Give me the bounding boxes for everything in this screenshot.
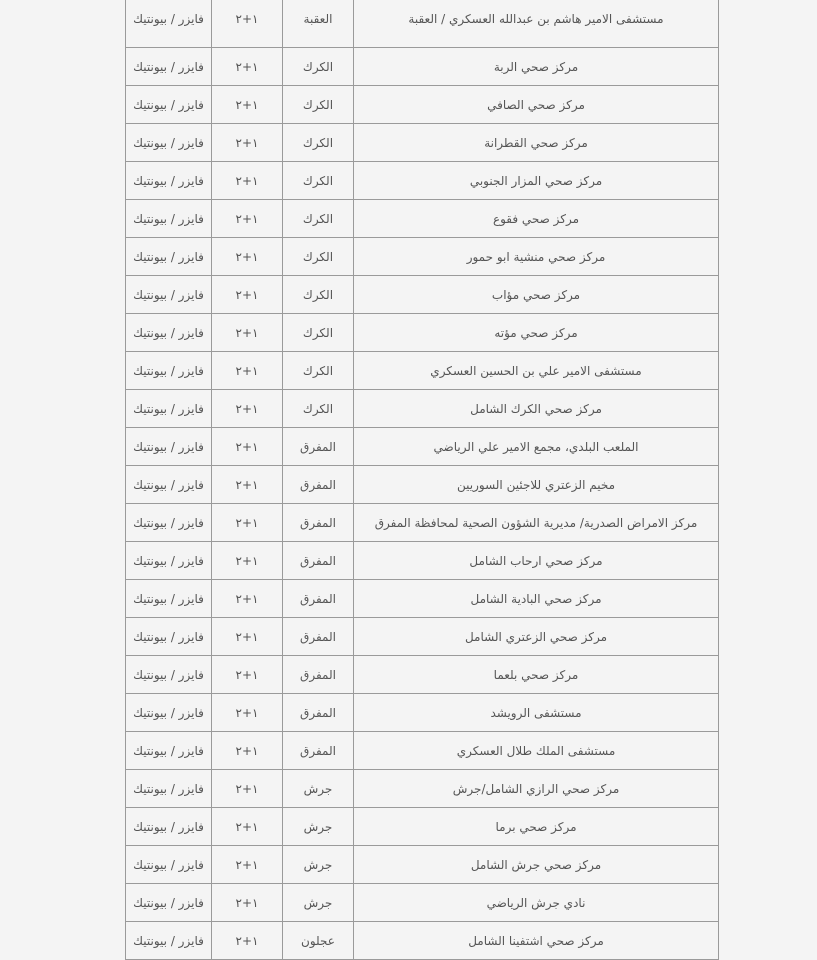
doses-cell: ١+٢ xyxy=(212,618,283,656)
doses-cell: ١+٢ xyxy=(212,352,283,390)
table-row xyxy=(126,200,719,238)
table-row xyxy=(126,466,719,504)
governorate-cell: جرش xyxy=(283,770,354,808)
site-name-cell: الملعب البلدي، مجمع الامير علي الرياضي xyxy=(354,428,719,466)
site-name-cell: مركز صحي مؤته xyxy=(354,314,719,352)
site-name-cell: مركز صحي القطرانة xyxy=(354,124,719,162)
table-row xyxy=(126,162,719,200)
doses-cell: ١+٢ xyxy=(212,238,283,276)
site-name-cell: مركز صحي اشتفينا الشامل xyxy=(354,922,719,960)
governorate-cell: المفرق xyxy=(283,656,354,694)
doses-cell: ١+٢ xyxy=(212,390,283,428)
governorate-cell: جرش xyxy=(283,884,354,922)
doses-cell: ١+٢ xyxy=(212,162,283,200)
governorate-cell: الكرك xyxy=(283,352,354,390)
table-row xyxy=(126,884,719,922)
site-name-cell: مركز صحي بلعما xyxy=(354,656,719,694)
table-row xyxy=(126,542,719,580)
doses-cell: ١+٢ xyxy=(212,656,283,694)
table-body xyxy=(126,0,719,960)
site-name-cell: مركز صحي منشية ابو حمور xyxy=(354,238,719,276)
table-row xyxy=(126,770,719,808)
vaccine-type-cell: فايزر / بيونتيك xyxy=(126,542,212,580)
site-name-cell: مركز صحي الرازي الشامل/جرش xyxy=(354,770,719,808)
governorate-cell: المفرق xyxy=(283,732,354,770)
governorate-cell: الكرك xyxy=(283,86,354,124)
governorate-cell: جرش xyxy=(283,808,354,846)
site-name-cell: مستشفى الامير هاشم بن عبدالله العسكري / العقبة xyxy=(354,0,719,48)
doses-cell: ١+٢ xyxy=(212,808,283,846)
governorate-cell: المفرق xyxy=(283,466,354,504)
governorate-cell: المفرق xyxy=(283,618,354,656)
governorate-cell: المفرق xyxy=(283,428,354,466)
doses-cell: ١+٢ xyxy=(212,580,283,618)
table-row xyxy=(126,922,719,960)
table-row xyxy=(126,86,719,124)
vaccine-type-cell: فايزر / بيونتيك xyxy=(126,466,212,504)
vaccine-type-cell: فايزر / بيونتيك xyxy=(126,922,212,960)
governorate-cell: الكرك xyxy=(283,124,354,162)
vaccine-type-cell: فايزر / بيونتيك xyxy=(126,0,212,48)
site-name-cell: مركز الامراض الصدرية/ مديرية الشؤون الصحية لمحافظة المفرق xyxy=(354,504,719,542)
site-name-cell: مركز صحي الكرك الشامل xyxy=(354,390,719,428)
vaccine-type-cell: فايزر / بيونتيك xyxy=(126,162,212,200)
table-row xyxy=(126,808,719,846)
governorate-cell: جرش xyxy=(283,846,354,884)
site-name-cell: مركز صحي برما xyxy=(354,808,719,846)
site-name-cell: مركز صحي المزار الجنوبي xyxy=(354,162,719,200)
doses-cell: ١+٢ xyxy=(212,428,283,466)
table-row xyxy=(126,694,719,732)
doses-cell: ١+٢ xyxy=(212,86,283,124)
governorate-cell: المفرق xyxy=(283,542,354,580)
vaccine-type-cell: فايزر / بيونتيك xyxy=(126,504,212,542)
vaccine-type-cell: فايزر / بيونتيك xyxy=(126,48,212,86)
doses-cell: ١+٢ xyxy=(212,884,283,922)
table-row xyxy=(126,352,719,390)
table-row xyxy=(126,390,719,428)
vaccine-type-cell: فايزر / بيونتيك xyxy=(126,580,212,618)
governorate-cell: الكرك xyxy=(283,200,354,238)
table-row xyxy=(126,618,719,656)
vaccine-type-cell: فايزر / بيونتيك xyxy=(126,694,212,732)
table-row xyxy=(126,846,719,884)
doses-cell: ١+٢ xyxy=(212,770,283,808)
site-name-cell: مركز صحي الصافي xyxy=(354,86,719,124)
site-name-cell: مركز صحي البادية الشامل xyxy=(354,580,719,618)
site-name-cell: مركز صحي الربة xyxy=(354,48,719,86)
doses-cell: ١+٢ xyxy=(212,276,283,314)
vaccine-type-cell: فايزر / بيونتيك xyxy=(126,390,212,428)
vaccination-sites-table xyxy=(125,0,719,960)
doses-cell: ١+٢ xyxy=(212,922,283,960)
site-name-cell: مستشفى الرويشد xyxy=(354,694,719,732)
site-name-cell: مخيم الزعتري للاجئين السوريين xyxy=(354,466,719,504)
table-row xyxy=(126,732,719,770)
doses-cell: ١+٢ xyxy=(212,314,283,352)
doses-cell: ١+٢ xyxy=(212,124,283,162)
doses-cell: ١+٢ xyxy=(212,694,283,732)
governorate-cell: الكرك xyxy=(283,48,354,86)
table-row xyxy=(126,580,719,618)
doses-cell: ١+٢ xyxy=(212,48,283,86)
vaccine-type-cell: فايزر / بيونتيك xyxy=(126,428,212,466)
vaccine-type-cell: فايزر / بيونتيك xyxy=(126,314,212,352)
doses-cell: ١+٢ xyxy=(212,504,283,542)
vaccine-type-cell: فايزر / بيونتيك xyxy=(126,884,212,922)
table-row xyxy=(126,314,719,352)
site-name-cell: مركز صحي ارحاب الشامل xyxy=(354,542,719,580)
doses-cell: ١+٢ xyxy=(212,200,283,238)
site-name-cell: مركز صحي الزعتري الشامل xyxy=(354,618,719,656)
vaccine-type-cell: فايزر / بيونتيك xyxy=(126,276,212,314)
vaccine-type-cell: فايزر / بيونتيك xyxy=(126,846,212,884)
table-row xyxy=(126,0,719,48)
table-row xyxy=(126,656,719,694)
table-row xyxy=(126,124,719,162)
vaccine-type-cell: فايزر / بيونتيك xyxy=(126,808,212,846)
vaccine-type-cell: فايزر / بيونتيك xyxy=(126,656,212,694)
vaccine-type-cell: فايزر / بيونتيك xyxy=(126,238,212,276)
site-name-cell: نادي جرش الرياضي xyxy=(354,884,719,922)
doses-cell: ١+٢ xyxy=(212,542,283,580)
vaccine-type-cell: فايزر / بيونتيك xyxy=(126,352,212,390)
doses-cell: ١+٢ xyxy=(212,732,283,770)
site-name-cell: مركز صحي مؤاب xyxy=(354,276,719,314)
vaccine-type-cell: فايزر / بيونتيك xyxy=(126,200,212,238)
governorate-cell: العقبة xyxy=(283,0,354,48)
vaccine-type-cell: فايزر / بيونتيك xyxy=(126,732,212,770)
governorate-cell: عجلون xyxy=(283,922,354,960)
doses-cell: ١+٢ xyxy=(212,0,283,48)
table-row xyxy=(126,238,719,276)
site-name-cell: مركز صحي جرش الشامل xyxy=(354,846,719,884)
governorate-cell: الكرك xyxy=(283,390,354,428)
table-row xyxy=(126,48,719,86)
governorate-cell: الكرك xyxy=(283,314,354,352)
governorate-cell: المفرق xyxy=(283,580,354,618)
governorate-cell: المفرق xyxy=(283,504,354,542)
site-name-cell: مركز صحي فقوع xyxy=(354,200,719,238)
governorate-cell: الكرك xyxy=(283,276,354,314)
table-row xyxy=(126,504,719,542)
doses-cell: ١+٢ xyxy=(212,846,283,884)
table-row xyxy=(126,276,719,314)
vaccine-type-cell: فايزر / بيونتيك xyxy=(126,86,212,124)
doses-cell: ١+٢ xyxy=(212,466,283,504)
governorate-cell: الكرك xyxy=(283,238,354,276)
site-name-cell: مستشفى الامير علي بن الحسين العسكري xyxy=(354,352,719,390)
vaccine-type-cell: فايزر / بيونتيك xyxy=(126,124,212,162)
table-row xyxy=(126,428,719,466)
governorate-cell: الكرك xyxy=(283,162,354,200)
vaccine-type-cell: فايزر / بيونتيك xyxy=(126,770,212,808)
vaccine-type-cell: فايزر / بيونتيك xyxy=(126,618,212,656)
governorate-cell: المفرق xyxy=(283,694,354,732)
site-name-cell: مستشفى الملك طلال العسكري xyxy=(354,732,719,770)
